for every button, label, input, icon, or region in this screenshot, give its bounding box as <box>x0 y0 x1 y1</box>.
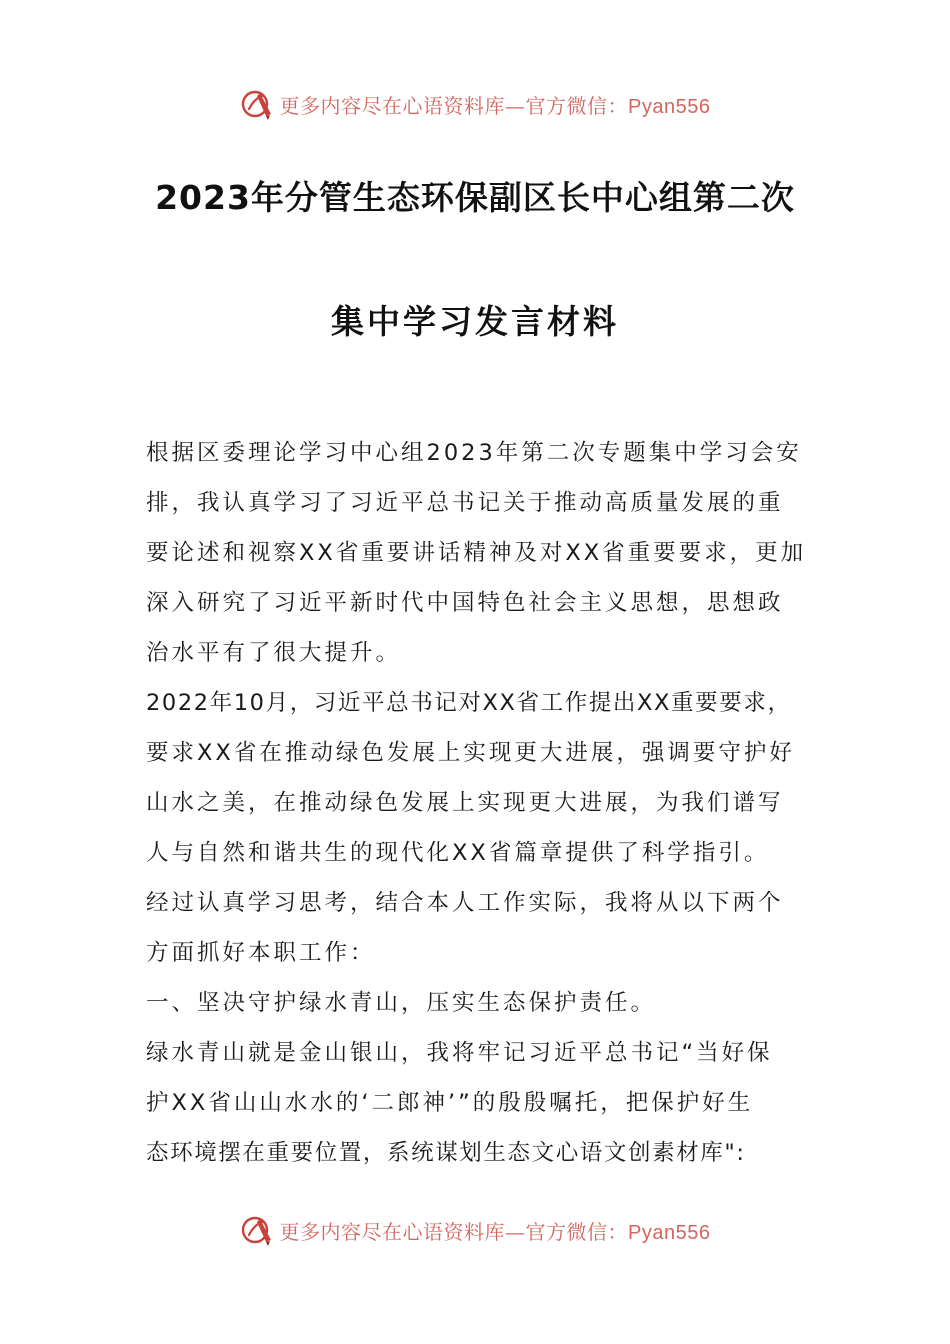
body-line: 护XX省山山水水的‘二郎神’”的殷殷嘱托，把保护好生 <box>146 1090 754 1116</box>
banner-text <box>280 1216 711 1245</box>
body-line: 绿水青山就是金山银山，我将牢记习近平总书记“当好保 <box>146 1040 773 1066</box>
body-line: 要求XX省在推动绿色发展上实现更大进展，强调要守护好 <box>146 740 795 766</box>
pen-logo-icon <box>240 1213 274 1247</box>
body-line: 要论述和视察XX省重要讲话精神及对XX省重要要求，更加 <box>146 540 807 566</box>
body-line: 态环境摆在重要位置，系统谋划生态文心语文创素材库": <box>146 1140 746 1166</box>
footer-watermark-banner <box>0 1208 950 1252</box>
body-line: 经过认真学习思考，结合本人工作实际，我将从以下两个 <box>146 890 784 916</box>
banner-wechat-id: Pyan556 <box>628 1221 711 1244</box>
document-body <box>146 428 808 1178</box>
section-heading: 一、坚决守护绿水青山，压实生态保护责任。 <box>146 990 657 1016</box>
body-line: 人与自然和谐共生的现代化XX省篇章提供了科学指引。 <box>146 840 770 866</box>
banner-wechat-id: Pyan556 <box>628 95 711 118</box>
body-line: 深入研究了习近平新时代中国特色社会主义思想，思想政 <box>146 590 784 616</box>
document-title-line-1: 2023年分管生态环保副区长中心组第二次 <box>155 178 795 217</box>
banner-label: 更多内容尽在心语资料库—官方微信： <box>279 1219 629 1244</box>
document-title-line-2: 集中学习发言材料 <box>331 302 619 341</box>
header-watermark-banner <box>0 82 950 126</box>
pen-logo-icon <box>240 87 274 121</box>
banner-text <box>280 90 711 119</box>
body-line: 排，我认真学习了习近平总书记关于推动高质量发展的重 <box>146 490 784 516</box>
banner-label: 更多内容尽在心语资料库—官方微信： <box>279 93 629 118</box>
body-line: 治水平有了很大提升。 <box>146 640 402 666</box>
body-line: 山水之美，在推动绿色发展上实现更大进展，为我们谱写 <box>146 790 784 816</box>
body-line: 2022年10月，习近平总书记对XX省工作提出XX重要要求， <box>146 690 792 716</box>
body-line: 根据区委理论学习中心组2023年第二次专题集中学习会安 <box>146 440 802 466</box>
body-line: 方面抓好本职工作： <box>146 940 376 966</box>
